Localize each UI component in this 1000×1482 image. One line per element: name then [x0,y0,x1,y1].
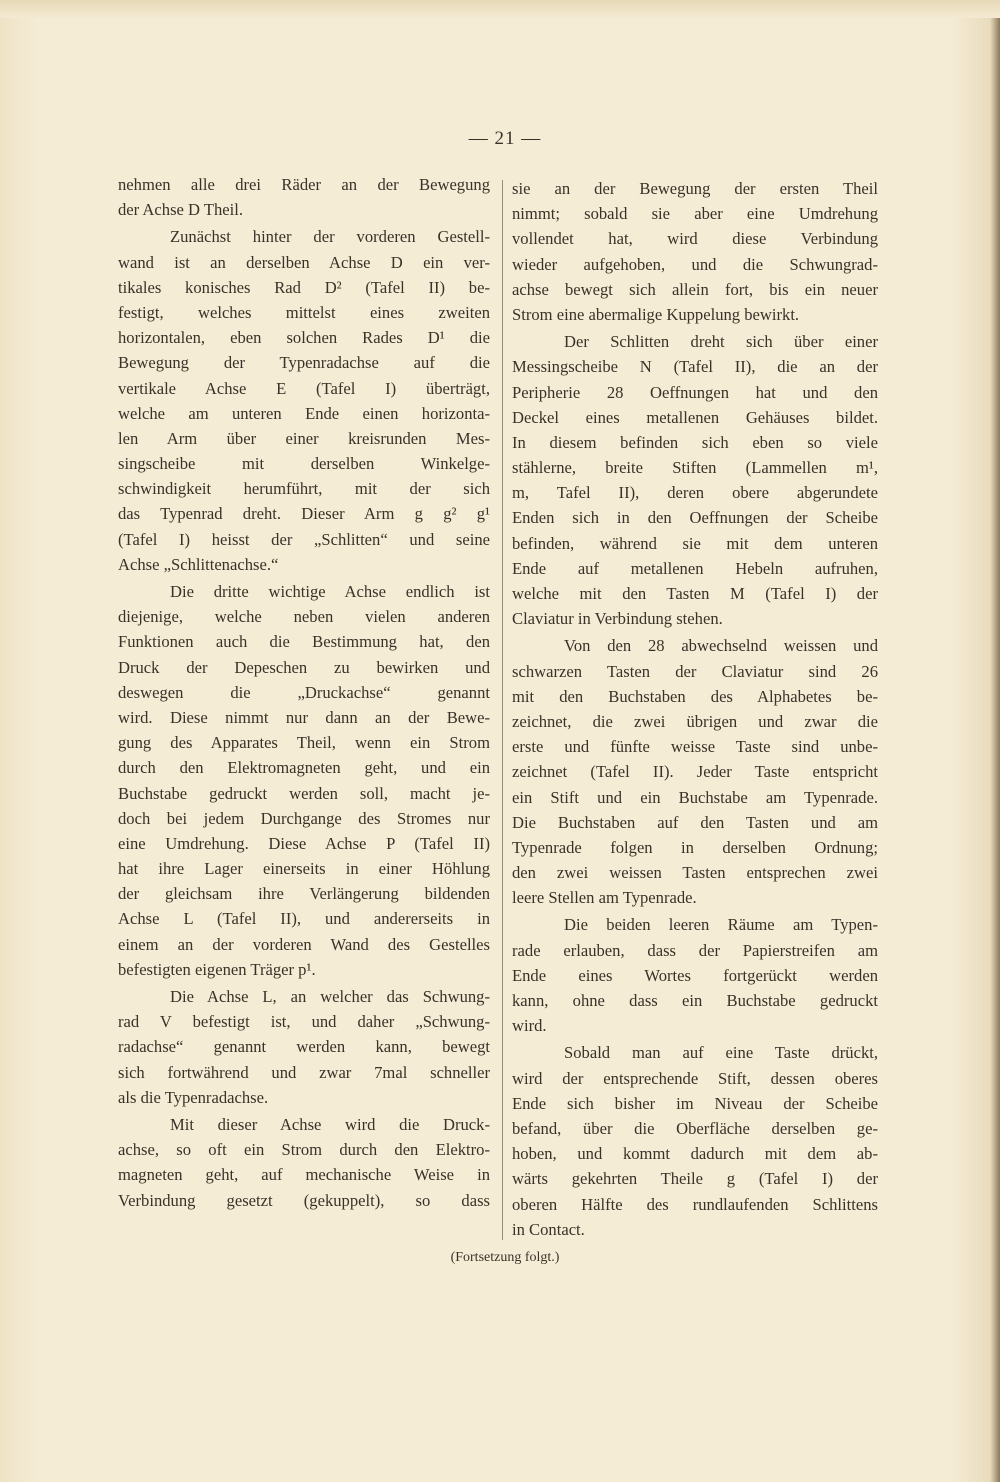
text-line: Sobald man auf eine Taste drückt, [564,1043,878,1063]
paragraph [118,172,490,222]
text-line: In diesem befinden sich eben so viele [512,432,878,452]
text-line: Ende auf metallenen Hebeln aufruhen, [512,558,878,578]
left-column [118,172,490,1215]
paragraph [512,633,878,910]
text-line: befand, über die Oberfläche derselben ge- [512,1118,878,1138]
text-line: horizontalen, eben solchen Rades D¹ die [118,328,490,348]
text-line: sich fortwährend und zwar 7mal schneller [118,1062,490,1082]
text-line: stählerne, breite Stiften (Lammellen m¹, [512,458,878,478]
text-line: wärts gekehrten Theile g (Tafel I) der [512,1169,878,1189]
text-line: Die dritte wichtige Achse endlich ist [170,582,490,601]
text-line: nimmt; sobald sie aber eine Umdrehung [512,204,878,224]
text-line: schwarzen Tasten der Claviatur sind 26 [512,661,878,681]
paragraph [118,224,490,577]
text-line: Ende sich bisher im Niveau der Scheibe [512,1093,878,1113]
text-line: welche mit den Tasten M (Tafel I) der [512,584,878,603]
paragraph [512,176,878,327]
text-line: wird der entsprechende Stift, dessen oberes [512,1068,878,1088]
text-line: achse, so oft ein Strom durch den Elektro- [118,1140,490,1160]
text-line: wieder aufgehoben, und die Schwungrad- [512,254,878,274]
text-line: mit den Buchstaben des Alphabetes be- [512,686,878,706]
text-line: der gleichsam ihre Verlängerung bildenden [118,884,490,904]
text-line: Achse „Schlittenachse.“ [118,554,279,574]
text-line: diejenige, welche neben vielen anderen [118,607,490,627]
text-line: der Achse D Theil. [118,200,244,220]
text-line: einem an der vorderen Wand des Gestelles [118,934,490,954]
text-line: rade erlauben, dass der Papierstreifen am [512,940,878,960]
text-line: singscheibe mit derselben Winkelge- [118,454,490,474]
text-line: Typenrade folgen in derselben Ordnung; [512,837,878,857]
text-line: vertikale Achse E (Tafel I) überträgt, [118,378,490,398]
text-line: in Contact. [512,1219,585,1239]
text-line: sie an der Bewegung der ersten Theil [512,179,878,198]
right-column [512,176,878,1244]
text-line: Strom eine abermalige Kuppelung bewirkt. [512,304,800,324]
text-line: kann, ohne dass ein Buchstabe gedruckt [512,991,878,1010]
text-line: Peripherie 28 Oeffnungen hat und den [512,382,878,402]
text-line: den zwei weissen Tasten entsprechen zwei [512,863,878,883]
text-line: befestigten eigenen Träger p¹. [118,959,316,979]
text-line: len Arm über einer kreisrunden Mes- [118,428,490,448]
text-line: rad V befestigt ist, und daher „Schwung- [118,1012,490,1032]
page-top-edge [0,0,1000,18]
text-line: Claviatur in Verbindung stehen. [512,609,723,629]
text-line: ein Stift und ein Buchstabe am Typenrade. [512,787,878,807]
column-divider [502,180,503,1240]
text-line: doch bei jedem Durchgange des Stromes nur [118,808,490,828]
text-line: eine Umdrehung. Diese Achse P (Tafel II) [118,833,490,853]
text-line: m, Tafel II), deren obere abgerundete [512,483,878,503]
text-line: befinden, während sie mit dem unteren [512,533,878,553]
text-line: gung des Apparates Theil, wenn ein Strom [118,733,490,753]
text-line: Funktionen auch die Bestimmung hat, den [118,632,490,652]
text-line: tikales konisches Rad D² (Tafel II) be- [118,277,490,297]
text-line: Buchstabe gedruckt werden soll, macht je- [118,783,490,803]
text-line: radachse“ genannt werden kann, bewegt [118,1037,490,1057]
paragraph [512,329,878,631]
text-line: Enden sich in den Oeffnungen der Scheibe [512,508,878,528]
text-line: magneten geht, auf mechanische Weise in [118,1165,490,1185]
text-line: welche am unteren Ende einen horizonta- [118,403,490,423]
text-line: Messingscheibe N (Tafel II), die an der [512,357,878,377]
text-line: Mit dieser Achse wird die Druck- [170,1114,490,1134]
text-line: wird. Diese nimmt nur dann an der Bewe- [118,707,490,727]
text-line: Die Buchstaben auf den Tasten und am [512,812,878,832]
text-line: zeichnet, die zwei übrigen und zwar die [512,711,878,731]
text-line: das Typenrad dreht. Dieser Arm g g² g¹ [118,504,490,524]
text-line: Bewegung der Typenradachse auf die [118,353,490,373]
text-line: Der Schlitten dreht sich über einer [564,332,878,352]
text-line: Verbindung gesetzt (gekuppelt), so dass [118,1190,490,1210]
paragraph [118,579,490,982]
page-number: — 21 — [468,128,542,149]
text-line: Die beiden leeren Räume am Typen- [564,915,878,935]
text-line: hat ihre Lager einerseits in einer Höhlung [118,859,490,879]
text-line: als die Typenradachse. [118,1087,269,1107]
text-line: Achse L (Tafel II), und andererseits in [118,909,490,929]
text-line: Deckel eines metallenen Gehäuses bildet. [512,407,878,427]
text-line: achse bewegt sich allein fort, bis ein neuer [512,279,878,299]
text-line: wird. [512,1016,547,1036]
text-line: (Tafel I) heisst der „Schlitten“ und seine [118,529,490,549]
text-line: Zunächst hinter der vorderen Gestell- [170,227,490,247]
text-line: Von den 28 abwechselnd weissen und [564,636,878,656]
paragraph [512,912,878,1038]
paragraph [512,1040,878,1242]
text-line: schwindigkeit herumführt, mit der sich [118,479,490,499]
text-line: deswegen die „Druckachse“ genannt [118,682,490,702]
text-line: hoben, und kommt dadurch mit dem ab- [512,1144,878,1164]
text-line: festigt, welches mittelst eines zweiten [118,302,490,322]
paragraph [118,984,490,1110]
continuation-note: (Fortsetzung folgt.) [450,1250,560,1265]
text-line: Ende eines Wortes fortgerückt werden [512,965,878,985]
text-line: wand ist an derselben Achse D ein ver- [118,252,490,272]
text-line: oberen Hälfte des rundlaufenden Schlittens [512,1194,878,1214]
text-line: leere Stellen am Typenrade. [512,888,697,908]
text-line: Die Achse L, an welcher das Schwung- [170,987,490,1006]
text-line: erste und fünfte weisse Taste sind unbe- [512,737,878,757]
text-line: nehmen alle drei Räder an der Bewegung [118,175,490,194]
text-line: zeichnet (Tafel II). Jeder Taste entspricht [512,762,878,782]
text-line: durch den Elektromagneten geht, und ein [118,758,490,778]
paragraph [118,1112,490,1213]
text-line: vollendet hat, wird diese Verbindung [512,229,878,249]
text-line: Druck der Depeschen zu bewirken und [118,657,490,677]
